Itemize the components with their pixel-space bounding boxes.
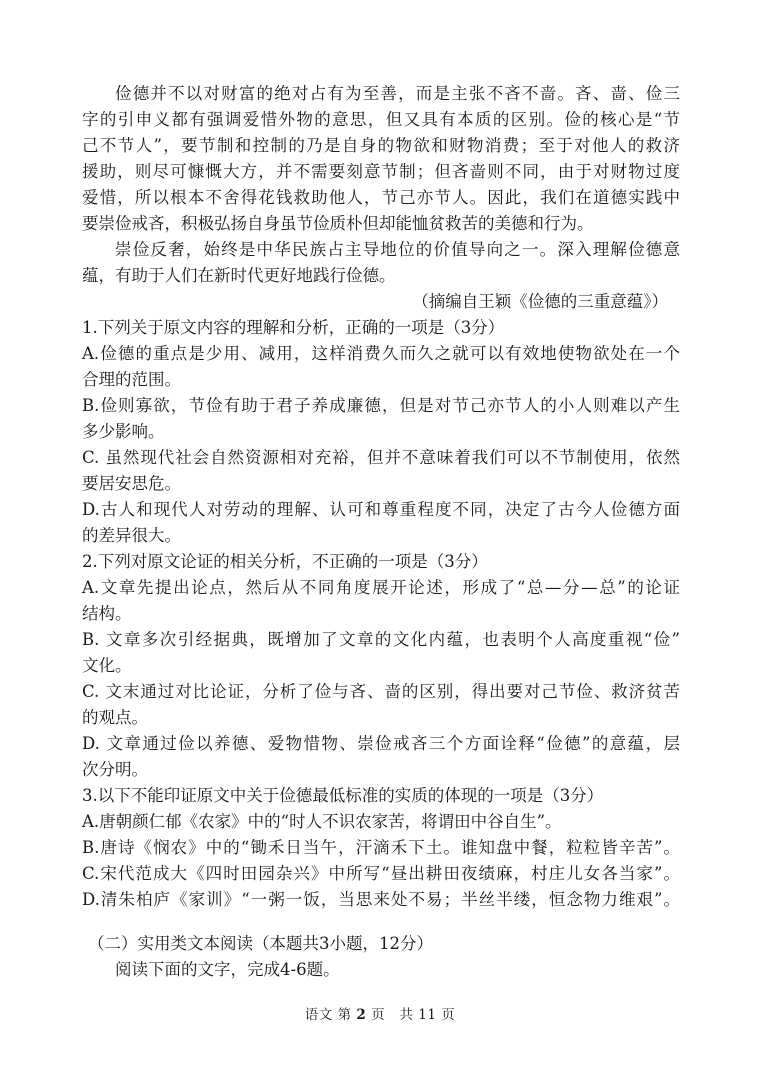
option-b: B.唐诗《悯农》中的“锄禾日当午，汗滴禾下土。谁知盘中餐，粒粒皆辛苦”。 — [82, 838, 680, 857]
text-line: 爱惜，所以根本不舍得花钱救助他人，节己亦节人。因此，我们在道德实践中 — [82, 188, 680, 207]
text-line: 援助，则尽可慷慨大方，并不需要刻意节制；但吝啬则不同，由于对财物过度 — [82, 162, 680, 181]
footer-ye: 页 — [371, 1007, 386, 1023]
text-line: 字的引申义都有强调爱惜外物的意思，但又具有本质的区别。俭的核心是“节 — [82, 110, 680, 129]
text-line: 蕴，有助于人们在新时代更好地践行俭德。 — [82, 266, 396, 285]
option-a — [82, 577, 680, 625]
option-line: B. 文章多次引经据典，既增加了文章的文化内蕴，也表明个人高度重视“俭” — [82, 630, 680, 649]
page-content — [82, 83, 680, 985]
option-c — [82, 447, 680, 495]
option-line: D. 文章通过俭以养德、爱物惜物、崇俭戒吝三个方面诠释“俭德”的意蕴，层 — [82, 734, 680, 753]
option-line: B.俭则寡欲，节俭有助于君子养成廉德，但是对节己亦节人的小人则难以产生 — [82, 396, 680, 415]
option-line: C. 虽然现代社会自然资源相对充裕，但并不意味着我们可以不节制使用，依然 — [82, 448, 680, 467]
footer-ye2: 页 — [441, 1007, 456, 1023]
option-d — [82, 499, 680, 547]
question-3 — [82, 785, 680, 911]
text-line: 要崇俭戒吝，积极弘扬自身虽节俭质朴但却能恤贫救苦的美德和行为。 — [82, 214, 594, 233]
passage-source: （摘编自王颖《俭德的三重意蕴》） — [412, 292, 668, 311]
option-a — [82, 343, 680, 391]
page-footer — [0, 1003, 760, 1023]
option-line: C. 文末通过对比论证，分析了俭与吝、啬的区别，得出要对己节俭、救济贫苦 — [82, 682, 680, 701]
option-line: 次分明。 — [82, 760, 148, 779]
question-1 — [82, 317, 680, 547]
footer-subject: 语文 — [304, 1007, 333, 1023]
footer-di: 第 — [337, 1007, 352, 1023]
option-b — [82, 629, 680, 677]
option-line: A.俭德的重点是少用、减用，这样消费久而久之就可以有效地使物欲处在一个 — [82, 344, 680, 363]
option-d: D.清朱柏庐《家训》“一粥一饭，当思来处不易；半丝半缕，恒念物力维艰”。 — [82, 890, 680, 909]
option-b — [82, 395, 680, 443]
question-stem: 3.以下不能印证原文中关于俭德最低标准的实质的体现的一项是（3分） — [82, 786, 604, 805]
section-2 — [82, 933, 680, 981]
section-title: （二）实用类文本阅读（本题共3小题，12分） — [88, 934, 433, 953]
question-stem: 1.下列关于原文内容的理解和分析，正确的一项是（3分） — [82, 318, 505, 337]
footer-total-pages: 11 — [418, 1007, 437, 1023]
option-line: 结构。 — [82, 604, 132, 623]
text-line: 俭德并不以对财富的绝对占有为至善，而是主张不吝不啬。吝、啬、俭三 — [115, 84, 680, 103]
option-line: 的差异很大。 — [82, 526, 181, 545]
text-line: 崇俭反奢，始终是中华民族占主导地位的价值导向之一。深入理解俭德意 — [115, 240, 680, 259]
option-line: 文化。 — [82, 656, 132, 675]
option-line: 合理的范围。 — [82, 370, 181, 389]
passage-paragraph-1 — [82, 83, 680, 235]
option-line: D.古人和现代人对劳动的理解、认可和尊重程度不同，决定了古今人俭德方面 — [82, 500, 680, 519]
option-d — [82, 733, 680, 781]
question-2 — [82, 551, 680, 781]
question-stem: 2.下列对原文论证的相关分析，不正确的一项是（3分） — [82, 552, 488, 571]
footer-page-number: 2 — [356, 1007, 367, 1023]
option-line: 的观点。 — [82, 708, 148, 727]
passage-paragraph-2 — [82, 239, 680, 287]
text-line: 己不节人”，要节制和控制的乃是自身的物欲和财物消费；至于对他人的救济 — [82, 136, 680, 155]
option-c: C.宋代范成大《四时田园杂兴》中所写“昼出耕田夜绩麻，村庄儿女各当家”。 — [82, 864, 680, 883]
option-c — [82, 681, 680, 729]
option-line: 要居安思危。 — [82, 474, 181, 493]
option-line: 多少影响。 — [82, 422, 165, 441]
footer-gong: 共 — [399, 1007, 414, 1023]
option-a: A.唐朝颜仁郁《农家》中的“时人不识农家苦，将谓田中谷自生”。 — [82, 812, 562, 831]
option-line: A.文章先提出论点，然后从不同角度展开论述，形成了“总—分—总”的论证 — [82, 578, 680, 597]
section-instruction: 阅读下面的文字，完成4-6题。 — [115, 960, 340, 979]
